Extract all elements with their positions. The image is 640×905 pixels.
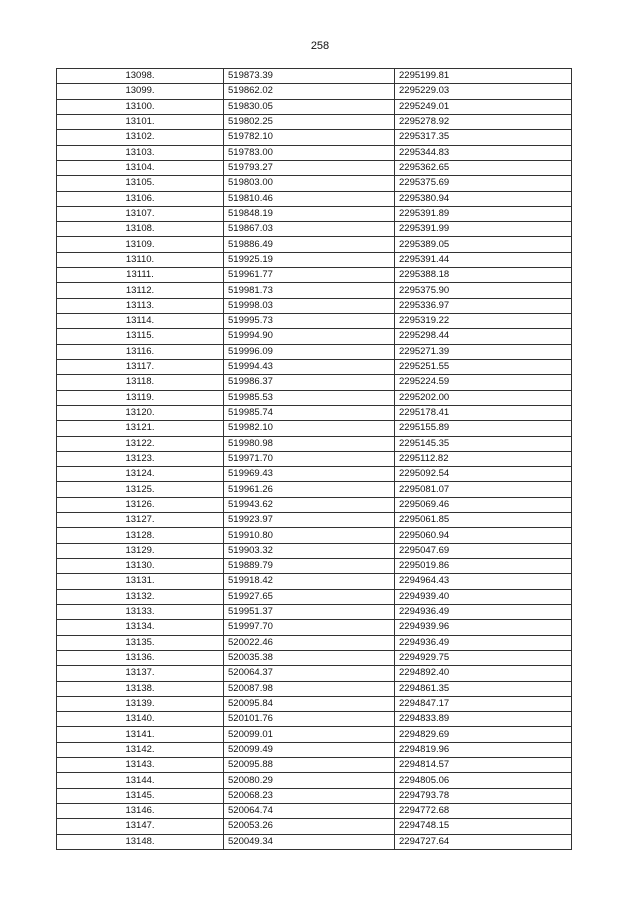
point-number-cell: 13135. — [57, 635, 224, 650]
table-row — [57, 819, 572, 834]
x-coordinate-cell: 520064.37 — [224, 666, 395, 681]
x-coordinate-cell: 519889.79 — [224, 559, 395, 574]
point-number-cell: 13121. — [57, 421, 224, 436]
point-number-cell: 13137. — [57, 666, 224, 681]
point-number-cell: 13127. — [57, 513, 224, 528]
x-coordinate-cell: 520049.34 — [224, 834, 395, 849]
table-row — [57, 574, 572, 589]
table-row — [57, 758, 572, 773]
x-coordinate-cell: 519997.70 — [224, 620, 395, 635]
y-coordinate-cell: 2294861.35 — [395, 681, 572, 696]
x-coordinate-cell: 519969.43 — [224, 467, 395, 482]
table-row — [57, 482, 572, 497]
point-number-cell: 13103. — [57, 145, 224, 160]
point-number-cell: 13129. — [57, 543, 224, 558]
point-number-cell: 13109. — [57, 237, 224, 252]
x-coordinate-cell: 519985.74 — [224, 405, 395, 420]
table-row — [57, 696, 572, 711]
y-coordinate-cell: 2295317.35 — [395, 130, 572, 145]
x-coordinate-cell: 520022.46 — [224, 635, 395, 650]
point-number-cell: 13101. — [57, 114, 224, 129]
x-coordinate-cell: 519803.00 — [224, 176, 395, 191]
y-coordinate-cell: 2294847.17 — [395, 696, 572, 711]
point-number-cell: 13140. — [57, 712, 224, 727]
point-number-cell: 13134. — [57, 620, 224, 635]
point-number-cell: 13126. — [57, 497, 224, 512]
point-number-cell: 13113. — [57, 298, 224, 313]
table-row — [57, 283, 572, 298]
y-coordinate-cell: 2295391.44 — [395, 252, 572, 267]
x-coordinate-cell: 520101.76 — [224, 712, 395, 727]
point-number-cell: 13136. — [57, 650, 224, 665]
x-coordinate-cell: 519994.90 — [224, 329, 395, 344]
y-coordinate-cell: 2295375.90 — [395, 283, 572, 298]
coordinates-table-body — [57, 69, 572, 850]
table-row — [57, 559, 572, 574]
table-row — [57, 528, 572, 543]
y-coordinate-cell: 2294939.40 — [395, 589, 572, 604]
x-coordinate-cell: 519802.25 — [224, 114, 395, 129]
y-coordinate-cell: 2295081.07 — [395, 482, 572, 497]
x-coordinate-cell: 519994.43 — [224, 359, 395, 374]
table-row — [57, 834, 572, 849]
x-coordinate-cell: 519925.19 — [224, 252, 395, 267]
y-coordinate-cell: 2294829.69 — [395, 727, 572, 742]
x-coordinate-cell: 520099.01 — [224, 727, 395, 742]
table-row — [57, 451, 572, 466]
x-coordinate-cell: 519923.97 — [224, 513, 395, 528]
table-row — [57, 252, 572, 267]
table-row — [57, 145, 572, 160]
y-coordinate-cell: 2295199.81 — [395, 69, 572, 84]
table-row — [57, 788, 572, 803]
y-coordinate-cell: 2295375.69 — [395, 176, 572, 191]
x-coordinate-cell: 520087.98 — [224, 681, 395, 696]
point-number-cell: 13141. — [57, 727, 224, 742]
y-coordinate-cell: 2294793.78 — [395, 788, 572, 803]
table-row — [57, 176, 572, 191]
table-row — [57, 666, 572, 681]
point-number-cell: 13116. — [57, 344, 224, 359]
point-number-cell: 13148. — [57, 834, 224, 849]
point-number-cell: 13132. — [57, 589, 224, 604]
y-coordinate-cell: 2294892.40 — [395, 666, 572, 681]
y-coordinate-cell: 2295060.94 — [395, 528, 572, 543]
point-number-cell: 13125. — [57, 482, 224, 497]
table-row — [57, 543, 572, 558]
table-row — [57, 405, 572, 420]
table-row — [57, 237, 572, 252]
y-coordinate-cell: 2295249.01 — [395, 99, 572, 114]
y-coordinate-cell: 2295380.94 — [395, 191, 572, 206]
table-row — [57, 620, 572, 635]
point-number-cell: 13107. — [57, 206, 224, 221]
point-number-cell: 13124. — [57, 467, 224, 482]
table-row — [57, 69, 572, 84]
x-coordinate-cell: 519951.37 — [224, 604, 395, 619]
table-row — [57, 359, 572, 374]
table-row — [57, 130, 572, 145]
point-number-cell: 13112. — [57, 283, 224, 298]
point-number-cell: 13122. — [57, 436, 224, 451]
table-row — [57, 650, 572, 665]
point-number-cell: 13115. — [57, 329, 224, 344]
x-coordinate-cell: 519943.62 — [224, 497, 395, 512]
x-coordinate-cell: 520035.38 — [224, 650, 395, 665]
y-coordinate-cell: 2294772.68 — [395, 804, 572, 819]
y-coordinate-cell: 2295278.92 — [395, 114, 572, 129]
y-coordinate-cell: 2294939.96 — [395, 620, 572, 635]
table-row — [57, 191, 572, 206]
y-coordinate-cell: 2295391.89 — [395, 206, 572, 221]
y-coordinate-cell: 2294727.64 — [395, 834, 572, 849]
point-number-cell: 13142. — [57, 742, 224, 757]
point-number-cell: 13099. — [57, 84, 224, 99]
y-coordinate-cell: 2295389.05 — [395, 237, 572, 252]
y-coordinate-cell: 2295202.00 — [395, 390, 572, 405]
x-coordinate-cell: 519782.10 — [224, 130, 395, 145]
point-number-cell: 13111. — [57, 268, 224, 283]
y-coordinate-cell: 2294936.49 — [395, 604, 572, 619]
table-row — [57, 681, 572, 696]
y-coordinate-cell: 2295061.85 — [395, 513, 572, 528]
point-number-cell: 13139. — [57, 696, 224, 711]
table-row — [57, 589, 572, 604]
page-number: 258 — [310, 40, 330, 52]
point-number-cell: 13123. — [57, 451, 224, 466]
table-row — [57, 314, 572, 329]
y-coordinate-cell: 2295092.54 — [395, 467, 572, 482]
x-coordinate-cell: 520064.74 — [224, 804, 395, 819]
x-coordinate-cell: 519927.65 — [224, 589, 395, 604]
point-number-cell: 13117. — [57, 359, 224, 374]
x-coordinate-cell: 519867.03 — [224, 222, 395, 237]
point-number-cell: 13108. — [57, 222, 224, 237]
point-number-cell: 13102. — [57, 130, 224, 145]
y-coordinate-cell: 2295229.03 — [395, 84, 572, 99]
point-number-cell: 13098. — [57, 69, 224, 84]
table-row — [57, 742, 572, 757]
x-coordinate-cell: 519971.70 — [224, 451, 395, 466]
y-coordinate-cell: 2295047.69 — [395, 543, 572, 558]
x-coordinate-cell: 519961.77 — [224, 268, 395, 283]
point-number-cell: 13118. — [57, 375, 224, 390]
table-row — [57, 84, 572, 99]
y-coordinate-cell: 2294819.96 — [395, 742, 572, 757]
x-coordinate-cell: 520080.29 — [224, 773, 395, 788]
x-coordinate-cell: 520095.88 — [224, 758, 395, 773]
point-number-cell: 13130. — [57, 559, 224, 574]
x-coordinate-cell: 519862.02 — [224, 84, 395, 99]
table-row — [57, 390, 572, 405]
x-coordinate-cell: 519982.10 — [224, 421, 395, 436]
y-coordinate-cell: 2295224.59 — [395, 375, 572, 390]
x-coordinate-cell: 519910.80 — [224, 528, 395, 543]
x-coordinate-cell: 519981.73 — [224, 283, 395, 298]
table-row — [57, 206, 572, 221]
point-number-cell: 13106. — [57, 191, 224, 206]
x-coordinate-cell: 519886.49 — [224, 237, 395, 252]
y-coordinate-cell: 2295019.86 — [395, 559, 572, 574]
y-coordinate-cell: 2295178.41 — [395, 405, 572, 420]
x-coordinate-cell: 520053.26 — [224, 819, 395, 834]
table-row — [57, 421, 572, 436]
y-coordinate-cell: 2294964.43 — [395, 574, 572, 589]
x-coordinate-cell: 519961.26 — [224, 482, 395, 497]
x-coordinate-cell: 519848.19 — [224, 206, 395, 221]
point-number-cell: 13138. — [57, 681, 224, 696]
point-number-cell: 13110. — [57, 252, 224, 267]
point-number-cell: 13145. — [57, 788, 224, 803]
point-number-cell: 13128. — [57, 528, 224, 543]
x-coordinate-cell: 519903.32 — [224, 543, 395, 558]
x-coordinate-cell: 520068.23 — [224, 788, 395, 803]
table-row — [57, 375, 572, 390]
point-number-cell: 13144. — [57, 773, 224, 788]
point-number-cell: 13120. — [57, 405, 224, 420]
table-row — [57, 329, 572, 344]
y-coordinate-cell: 2295336.97 — [395, 298, 572, 313]
y-coordinate-cell: 2294814.57 — [395, 758, 572, 773]
table-row — [57, 635, 572, 650]
x-coordinate-cell: 519996.09 — [224, 344, 395, 359]
coordinates-table — [56, 68, 572, 850]
y-coordinate-cell: 2295388.18 — [395, 268, 572, 283]
y-coordinate-cell: 2295319.22 — [395, 314, 572, 329]
x-coordinate-cell: 519998.03 — [224, 298, 395, 313]
table-row — [57, 712, 572, 727]
y-coordinate-cell: 2295112.82 — [395, 451, 572, 466]
y-coordinate-cell: 2294805.06 — [395, 773, 572, 788]
x-coordinate-cell: 519793.27 — [224, 160, 395, 175]
y-coordinate-cell: 2294929.75 — [395, 650, 572, 665]
point-number-cell: 13100. — [57, 99, 224, 114]
point-number-cell: 13131. — [57, 574, 224, 589]
x-coordinate-cell: 519986.37 — [224, 375, 395, 390]
y-coordinate-cell: 2295271.39 — [395, 344, 572, 359]
point-number-cell: 13105. — [57, 176, 224, 191]
point-number-cell: 13143. — [57, 758, 224, 773]
y-coordinate-cell: 2295298.44 — [395, 329, 572, 344]
table-row — [57, 804, 572, 819]
y-coordinate-cell: 2294833.89 — [395, 712, 572, 727]
table-row — [57, 773, 572, 788]
table-row — [57, 513, 572, 528]
y-coordinate-cell: 2295362.65 — [395, 160, 572, 175]
table-row — [57, 436, 572, 451]
point-number-cell: 13114. — [57, 314, 224, 329]
point-number-cell: 13147. — [57, 819, 224, 834]
y-coordinate-cell: 2295069.46 — [395, 497, 572, 512]
x-coordinate-cell: 520095.84 — [224, 696, 395, 711]
y-coordinate-cell: 2294936.49 — [395, 635, 572, 650]
table-row — [57, 497, 572, 512]
y-coordinate-cell: 2295251.55 — [395, 359, 572, 374]
x-coordinate-cell: 519980.98 — [224, 436, 395, 451]
y-coordinate-cell: 2295155.89 — [395, 421, 572, 436]
x-coordinate-cell: 519783.00 — [224, 145, 395, 160]
table-row — [57, 114, 572, 129]
y-coordinate-cell: 2295344.83 — [395, 145, 572, 160]
table-row — [57, 298, 572, 313]
point-number-cell: 13119. — [57, 390, 224, 405]
table-row — [57, 99, 572, 114]
point-number-cell: 13146. — [57, 804, 224, 819]
point-number-cell: 13133. — [57, 604, 224, 619]
table-row — [57, 222, 572, 237]
x-coordinate-cell: 519810.46 — [224, 191, 395, 206]
x-coordinate-cell: 519985.53 — [224, 390, 395, 405]
x-coordinate-cell: 520099.49 — [224, 742, 395, 757]
table-row — [57, 467, 572, 482]
x-coordinate-cell: 519873.39 — [224, 69, 395, 84]
y-coordinate-cell: 2295145.35 — [395, 436, 572, 451]
table-row — [57, 604, 572, 619]
table-row — [57, 268, 572, 283]
table-row — [57, 160, 572, 175]
table-row — [57, 727, 572, 742]
y-coordinate-cell: 2295391.99 — [395, 222, 572, 237]
x-coordinate-cell: 519830.05 — [224, 99, 395, 114]
x-coordinate-cell: 519995.73 — [224, 314, 395, 329]
table-row — [57, 344, 572, 359]
point-number-cell: 13104. — [57, 160, 224, 175]
y-coordinate-cell: 2294748.15 — [395, 819, 572, 834]
x-coordinate-cell: 519918.42 — [224, 574, 395, 589]
